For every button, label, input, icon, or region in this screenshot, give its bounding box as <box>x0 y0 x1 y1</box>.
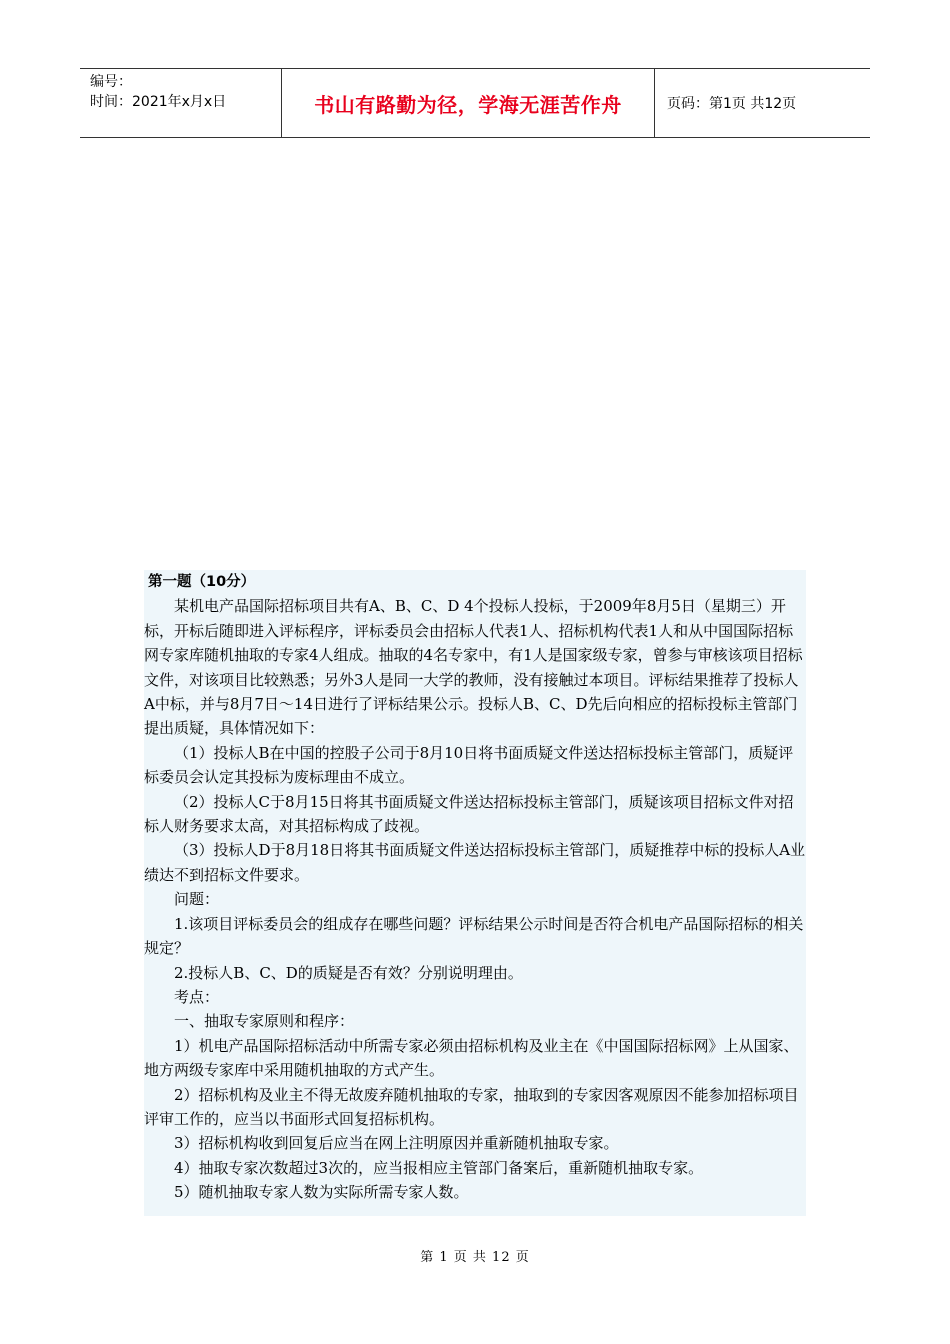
header-motto-cell <box>282 69 655 137</box>
key-points-heading: 考点： <box>174 987 220 1006</box>
rule-3: 3）招标机构收到回复后应当在网上注明原因并重新随机抽取专家。 <box>174 1134 619 1153</box>
rule-5: 5）随机抽取专家人数为实际所需专家人数。 <box>174 1183 469 1202</box>
complaint-b: （1）投标人B在中国的控股子公司于8月10日将书面质疑文件送达招标投标主管部门，质疑评标委员会认定其投标为废标理由不成立。 <box>144 743 794 787</box>
complaint-d: （3）投标人D于8月18日将其书面质疑文件送达招标投标主管部门，质疑推荐中标的投标人A业绩达不到招标文件要求。 <box>144 841 806 884</box>
page-header <box>80 68 870 138</box>
rule-2: 2）招标机构及业主不得无故废弃随机抽取的专家，抽取到的专家因客观原因不能参加招标项目评审工作的，应当以书面形式回复招标机构。 <box>144 1085 799 1128</box>
question-title: 第一题（10分） <box>148 574 256 590</box>
complaint-c: （2）投标人C于8月15日将其书面质疑文件送达招标投标主管部门，质疑该项目招标文件对招标人财务要求太高，对其招标构成了歧视。 <box>144 792 794 836</box>
rule-4: 4）抽取专家次数超过3次的，应当报相应主管部门备案后，重新随机抽取专家。 <box>174 1158 704 1177</box>
motto-text: 书山有路勤为径，学海无涯苦作舟 <box>314 92 622 117</box>
question-content <box>144 570 806 1216</box>
section-one-heading: 一、抽取专家原则和程序： <box>174 1012 355 1031</box>
page-footer <box>0 1246 950 1265</box>
question-1: 1.该项目评标委员会的组成存在哪些问题？评标结果公示时间是否符合机电产品国际招标的相关规定？ <box>144 914 804 958</box>
case-paragraph: 某机电产品国际招标项目共有A、B、C、D 4个投标人投标，于2009年8月5日（星期三）开标，开标后随即进入评标程序，评标委员会由招标人代表1人、招标机构代表1人和从中国国际招标网专家库随机抽取的专家4人组成。抽取的4名专家中，有1人是国家级专家，曾参与审核该项目招标文件，对该项目比较熟悉；另外3人是同一大学的教师，没有接触过本项目。评标结果推荐了投标人A中标，并与8月7日～14日进行了评标结果公示。投标人B、C、D先后向相应的招标投标主管部门提出质疑，具体情况如下： <box>144 597 803 738</box>
question-2: 2.投标人B、C、D的质疑是否有效？分别说明理由。 <box>174 963 523 982</box>
footer-page-number: 第 1 页 共 12 页 <box>420 1250 530 1265</box>
header-left-cell <box>80 69 282 137</box>
code-label: 编号： <box>90 74 132 90</box>
questions-heading: 问题： <box>174 890 220 909</box>
page-info: 页码：第1页 共12页 <box>667 96 797 112</box>
rule-1: 1）机电产品国际招标活动中所需专家必须由招标机构及业主在《中国国际招标网》上从国家、地方两级专家库中采用随机抽取的方式产生。 <box>144 1036 799 1080</box>
header-right-cell <box>655 69 870 137</box>
date-label: 时间：2021年x月x日 <box>90 94 227 110</box>
